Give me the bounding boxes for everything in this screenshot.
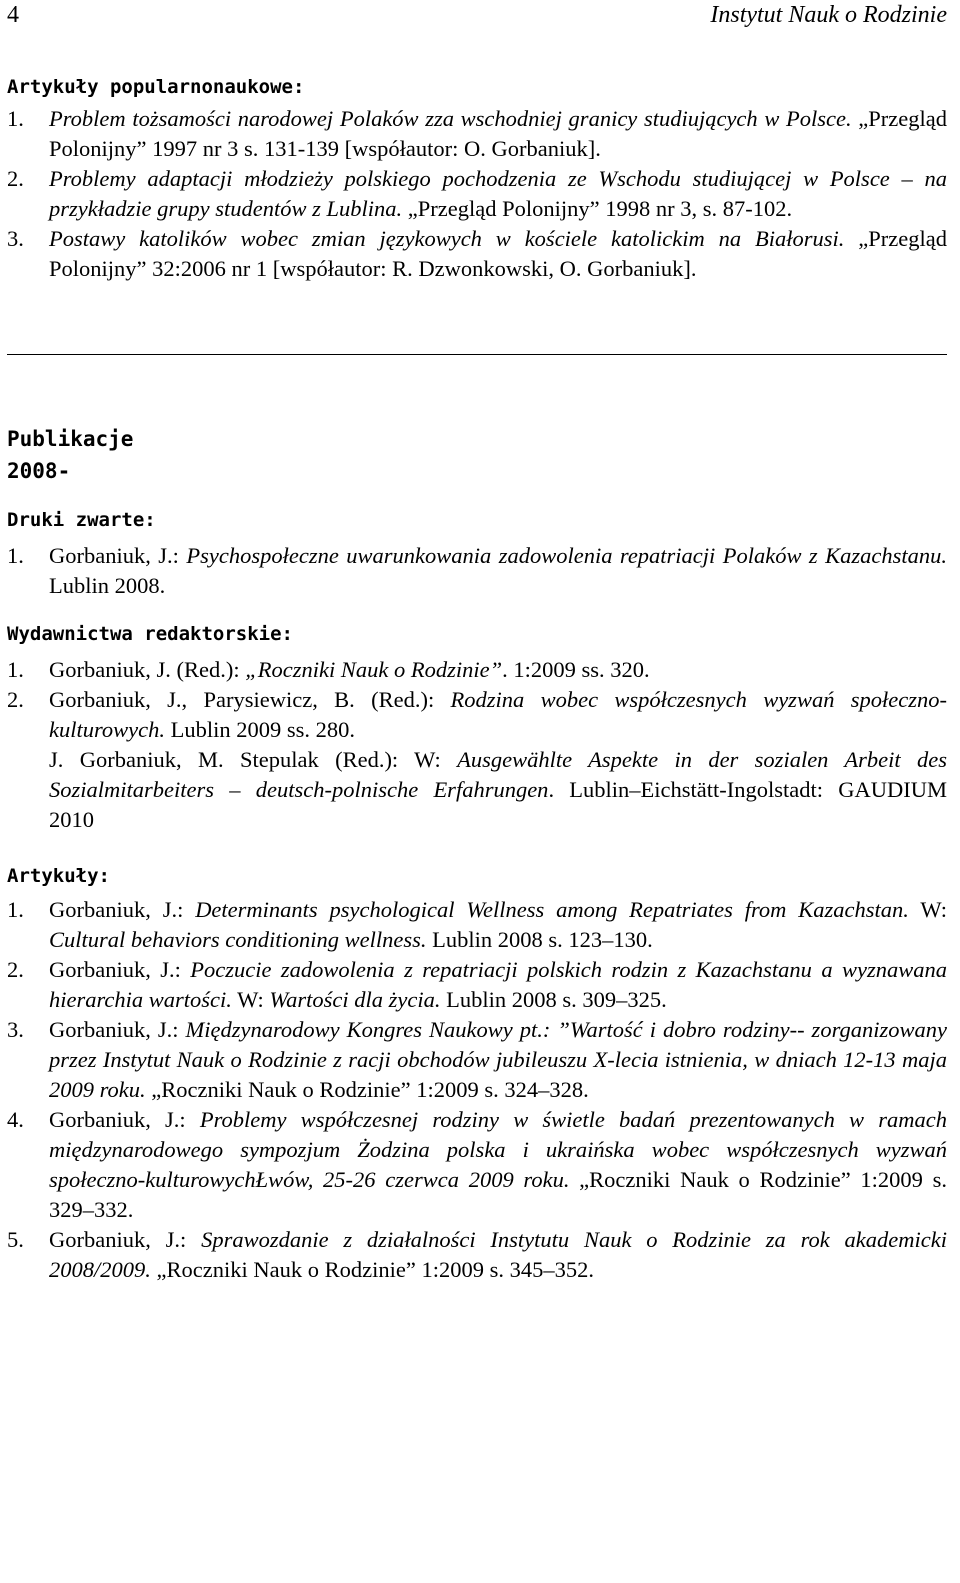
popular-articles-section — [7, 72, 947, 284]
list-item — [7, 541, 947, 601]
item-author: Gorbaniuk, J.: — [49, 1107, 200, 1132]
item-source: „Przegląd Polonijny” 1997 nr 3 s. 131-139 [współautor: O. Gorbaniuk]. — [49, 106, 947, 161]
list-item — [7, 655, 947, 685]
item-title: „Roczniki Nauk o Rodzinie” — [245, 657, 503, 682]
item-author: Gorbaniuk, J.: — [49, 897, 196, 922]
item-book-title: Cultural behaviors conditioning wellness. — [49, 927, 427, 952]
item-title: Problem tożsamości narodowej Polaków zza wschodniej granicy studiujących w Polsce. — [49, 106, 852, 131]
articles-section — [7, 861, 947, 1285]
item-author: Gorbaniuk, J.: — [49, 1017, 186, 1042]
list-item — [7, 224, 947, 284]
list-item — [7, 104, 947, 164]
item-source: . Lublin–Eichstätt-Ingolstadt: GAUDIUM 2010 — [49, 777, 947, 832]
editorial-section — [7, 619, 947, 835]
item-title: Sprawozdanie z działalności Instytutu Nauk o Rodzinie za rok akademicki 2008/2009. — [49, 1227, 947, 1282]
list-item — [7, 164, 947, 224]
list-item — [7, 955, 947, 1015]
item-number: 1. — [7, 106, 24, 131]
section-heading: Artykuły: — [7, 865, 110, 887]
item-author: Gorbaniuk, J.: — [49, 1227, 202, 1252]
item-title: Problemy współczesnej rodziny w świetle badań prezentowanych w ramach międzynarodowego sympozjum Żodzina polska i ukraińska wobec współczesnych wyzwań społeczno-kulturowychŁwów, 25-26 czerwca 2009 roku. — [49, 1107, 947, 1192]
item-title: Determinants psychological Wellness among Repatriates from Kazachstan. — [195, 897, 909, 922]
item-number: 4. — [7, 1107, 24, 1132]
item-author: Gorbaniuk, J. (Red.): — [49, 657, 246, 682]
item-source: Lublin 2009 ss. 280. — [165, 717, 356, 742]
item-author: Gorbaniuk, J., Parysiewicz, B. (Red.): — [49, 687, 451, 712]
running-title: Instytut Nauk o Rodzinie — [710, 2, 947, 28]
publications-heading — [7, 423, 947, 487]
item-number: 2. — [7, 166, 24, 191]
item-title: Problemy adaptacji młodzieży polskiego pochodzenia ze Wschodu studiującej w Polsce – na przykładzie grupy studentów z Lublina. — [49, 166, 947, 221]
item-number: 1. — [7, 657, 24, 682]
list-item — [7, 1225, 947, 1285]
publications-period: 2008- — [7, 459, 71, 483]
section-heading: Artykuły popularnonaukowe: — [7, 76, 305, 98]
item-number: 5. — [7, 1227, 24, 1252]
page-number: 4 — [7, 2, 19, 28]
books-section — [7, 505, 947, 601]
item-number: 3. — [7, 1017, 24, 1042]
item-source: „Roczniki Nauk o Rodzinie” 1:2009 s. 324–328. — [145, 1077, 589, 1102]
item-author: Gorbaniuk, J.: — [49, 543, 187, 568]
list-item — [7, 745, 947, 835]
item-number: 2. — [7, 687, 24, 712]
item-number: 1. — [7, 543, 24, 568]
item-source: . 1:2009 ss. 320. — [502, 657, 650, 682]
list-item — [7, 1105, 947, 1225]
item-title: Psychospołeczne uwarunkowania zadowolenia repatriacji Polaków z Kazachstanu. — [186, 543, 947, 568]
item-source: „Przegląd Polonijny” 1998 nr 3, s. 87-102. — [402, 196, 793, 221]
section-heading: Druki zwarte: — [7, 509, 156, 531]
publications-title: Publikacje — [7, 427, 134, 451]
item-title: Postawy katolików wobec zmian językowych w kościele katolickim na Białorusi. — [49, 226, 845, 251]
section-heading: Wydawnictwa redaktorskie: — [7, 623, 293, 645]
item-title: Ausgewählte Aspekte in der sozialen Arbeit des Sozialmitarbeiters – deutsch-polnische Erfahrungen — [49, 747, 947, 802]
section-divider — [7, 354, 947, 355]
item-number: 2. — [7, 957, 24, 982]
list-item — [7, 685, 947, 745]
item-source: Lublin 2008. — [49, 573, 166, 598]
item-number: 1. — [7, 897, 24, 922]
item-title: Rodzina wobec współczesnych wyzwań społeczno-kulturowych. — [49, 687, 947, 742]
item-in: W: — [908, 897, 947, 922]
list-item — [7, 895, 947, 955]
document-page — [7, 0, 947, 1285]
item-book-title: Wartości dla życia. — [269, 987, 441, 1012]
item-source: „Roczniki Nauk o Rodzinie” 1:2009 s. 329–332. — [49, 1167, 948, 1222]
item-source: „Roczniki Nauk o Rodzinie” 1:2009 s. 345–352. — [150, 1257, 594, 1282]
item-author: Gorbaniuk, J.: — [49, 957, 191, 982]
item-author: J. Gorbaniuk, M. Stepulak (Red.): W: — [49, 747, 458, 772]
item-source: Lublin 2008 s. 123–130. — [426, 927, 653, 952]
item-number: 3. — [7, 226, 24, 251]
item-title: Międzynarodowy Kongres Naukowy pt.: ”Wartość i dobro rodziny-- zorganizowany przez Instytut Nauk o Rodzinie z racji obchodów jubileuszu X-lecia istnienia, w dniach 12-13 maja 2009 roku. — [49, 1017, 947, 1102]
item-source: „Przegląd Polonijny” 32:2006 nr 1 [współautor: R. Dzwonkowski, O. Gorbaniuk]. — [49, 226, 947, 281]
item-title: Poczucie zadowolenia z repatriacji polskich rodzin z Kazachstanu a wyznawana hierarchia wartości. — [49, 957, 947, 1012]
item-source: Lublin 2008 s. 309–325. — [440, 987, 667, 1012]
page-header — [7, 0, 947, 34]
item-in: W: — [231, 987, 270, 1012]
list-item — [7, 1015, 947, 1105]
